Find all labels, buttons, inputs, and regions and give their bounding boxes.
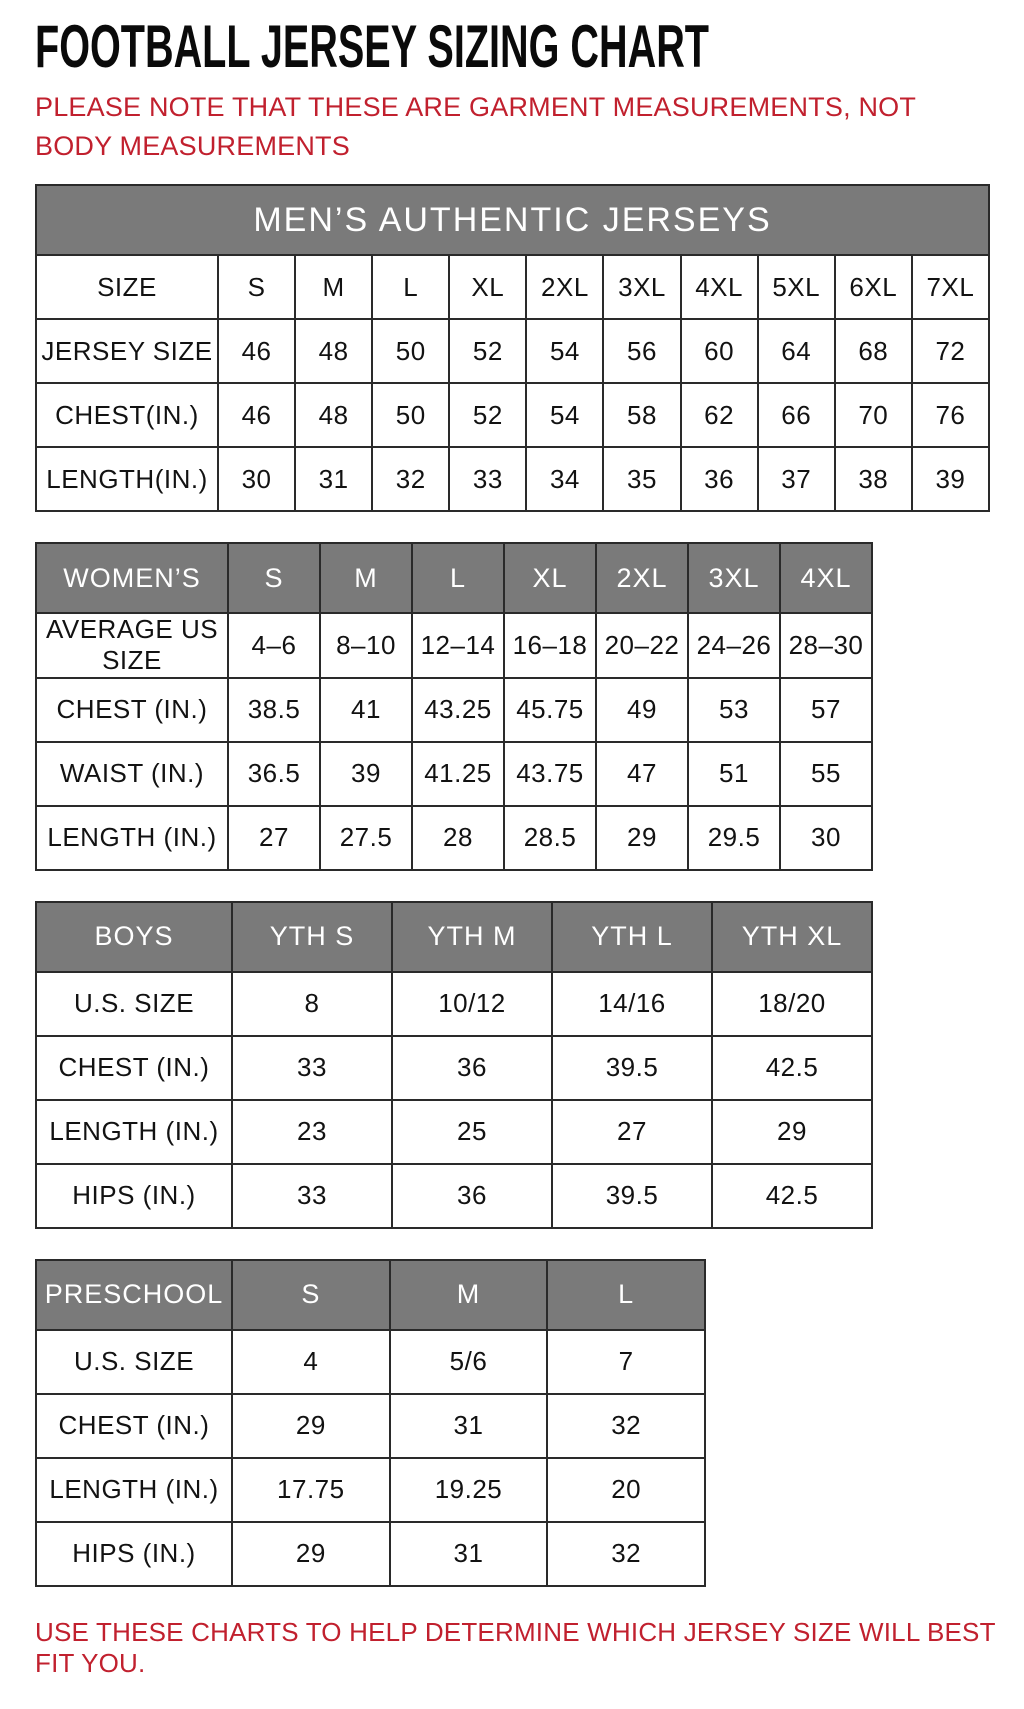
data-cell: 48 bbox=[295, 383, 372, 447]
size-column-header: 2XL bbox=[596, 543, 688, 613]
boys-sizing-section bbox=[35, 901, 1024, 1229]
size-column-header: L bbox=[372, 255, 449, 319]
table-row bbox=[36, 447, 989, 511]
data-cell: 29 bbox=[232, 1522, 390, 1586]
table-row bbox=[36, 319, 989, 383]
page-title bbox=[35, 13, 1024, 80]
table-row bbox=[36, 1522, 705, 1586]
data-cell: 27 bbox=[228, 806, 320, 870]
size-column-header: 7XL bbox=[912, 255, 989, 319]
size-column-header: M bbox=[295, 255, 372, 319]
table-row bbox=[36, 1330, 705, 1394]
data-cell: 62 bbox=[681, 383, 758, 447]
preschool-sizing-section bbox=[35, 1259, 1024, 1587]
chart-usage-footer: USE THESE CHARTS TO HELP DETERMINE WHICH JERSEY SIZE WILL BEST FIT YOU. bbox=[35, 1616, 996, 1678]
table-label-header: PRESCHOOL bbox=[36, 1260, 232, 1330]
table-row bbox=[36, 1458, 705, 1522]
data-cell: 7 bbox=[547, 1330, 705, 1394]
row-label: WAIST (IN.) bbox=[36, 742, 228, 806]
data-cell: 29 bbox=[712, 1100, 872, 1164]
table-row bbox=[36, 1100, 872, 1164]
data-cell: 64 bbox=[758, 319, 835, 383]
table-label-header: WOMEN’S bbox=[36, 543, 228, 613]
data-cell: 30 bbox=[218, 447, 295, 511]
row-label: CHEST (IN.) bbox=[36, 1036, 232, 1100]
data-cell: 52 bbox=[449, 319, 526, 383]
size-column-header: 4XL bbox=[681, 255, 758, 319]
size-column-header: XL bbox=[504, 543, 596, 613]
data-cell: 25 bbox=[392, 1100, 552, 1164]
table-row bbox=[36, 806, 872, 870]
data-cell: 28 bbox=[412, 806, 504, 870]
data-cell: 27 bbox=[552, 1100, 712, 1164]
data-cell: 56 bbox=[603, 319, 680, 383]
table-row bbox=[36, 678, 872, 742]
size-column-header: S bbox=[228, 543, 320, 613]
data-cell: 51 bbox=[688, 742, 780, 806]
size-column-header: 3XL bbox=[688, 543, 780, 613]
data-cell: 35 bbox=[603, 447, 680, 511]
page-title-text: FOOTBALL JERSEY SIZING CHART bbox=[35, 13, 709, 80]
size-column-header: 3XL bbox=[603, 255, 680, 319]
data-cell: 50 bbox=[372, 383, 449, 447]
data-cell: 47 bbox=[596, 742, 688, 806]
data-cell: 37 bbox=[758, 447, 835, 511]
data-cell: 17.75 bbox=[232, 1458, 390, 1522]
size-column-header: 6XL bbox=[835, 255, 912, 319]
row-label: U.S. SIZE bbox=[36, 1330, 232, 1394]
data-cell: 31 bbox=[390, 1394, 548, 1458]
table-row bbox=[36, 1164, 872, 1228]
data-cell: 39.5 bbox=[552, 1036, 712, 1100]
womens-sizing-section bbox=[35, 542, 1024, 870]
data-cell: 76 bbox=[912, 383, 989, 447]
data-cell: 36 bbox=[392, 1164, 552, 1228]
data-cell: 58 bbox=[603, 383, 680, 447]
mens-table-banner: MEN’S AUTHENTIC JERSEYS bbox=[35, 184, 990, 254]
data-cell: 5/6 bbox=[390, 1330, 548, 1394]
data-cell: 36 bbox=[392, 1036, 552, 1100]
data-cell: 43.75 bbox=[504, 742, 596, 806]
data-cell: 50 bbox=[372, 319, 449, 383]
mens-size-table bbox=[35, 254, 990, 512]
size-column-header: YTH M bbox=[392, 902, 552, 972]
row-label: HIPS (IN.) bbox=[36, 1164, 232, 1228]
size-column-header: 5XL bbox=[758, 255, 835, 319]
size-column-header: YTH S bbox=[232, 902, 392, 972]
size-column-header: XL bbox=[449, 255, 526, 319]
preschool-size-table bbox=[35, 1259, 706, 1587]
data-cell: 33 bbox=[232, 1036, 392, 1100]
data-cell: 70 bbox=[835, 383, 912, 447]
data-cell: 72 bbox=[912, 319, 989, 383]
row-label: CHEST (IN.) bbox=[36, 1394, 232, 1458]
table-label-header: BOYS bbox=[36, 902, 232, 972]
data-cell: 20 bbox=[547, 1458, 705, 1522]
row-label: U.S. SIZE bbox=[36, 972, 232, 1036]
data-cell: 8 bbox=[232, 972, 392, 1036]
table-row bbox=[36, 383, 989, 447]
data-cell: 27.5 bbox=[320, 806, 412, 870]
row-label: CHEST(IN.) bbox=[36, 383, 218, 447]
data-cell: 32 bbox=[372, 447, 449, 511]
header-row bbox=[36, 902, 872, 972]
size-column-header: 2XL bbox=[526, 255, 603, 319]
data-cell: 16–18 bbox=[504, 613, 596, 677]
data-cell: 4 bbox=[232, 1330, 390, 1394]
header-row bbox=[36, 1260, 705, 1330]
size-column-header: S bbox=[232, 1260, 390, 1330]
data-cell: 39 bbox=[912, 447, 989, 511]
data-cell: 29.5 bbox=[688, 806, 780, 870]
data-cell: 43.25 bbox=[412, 678, 504, 742]
data-cell: 28.5 bbox=[504, 806, 596, 870]
data-cell: 36.5 bbox=[228, 742, 320, 806]
data-cell: 33 bbox=[449, 447, 526, 511]
data-cell: 29 bbox=[596, 806, 688, 870]
mens-sizing-section bbox=[35, 184, 1024, 512]
data-cell: 66 bbox=[758, 383, 835, 447]
data-cell: 54 bbox=[526, 319, 603, 383]
size-column-header: YTH XL bbox=[712, 902, 872, 972]
data-cell: 54 bbox=[526, 383, 603, 447]
data-cell: 24–26 bbox=[688, 613, 780, 677]
data-cell: 41 bbox=[320, 678, 412, 742]
data-cell: 10/12 bbox=[392, 972, 552, 1036]
table-row bbox=[36, 1036, 872, 1100]
boys-size-table bbox=[35, 901, 873, 1229]
data-cell: 42.5 bbox=[712, 1036, 872, 1100]
size-column-header: L bbox=[412, 543, 504, 613]
size-column-header: S bbox=[218, 255, 295, 319]
garment-measurement-note: PLEASE NOTE THAT THESE ARE GARMENT MEASUREMENTS, NOT BODY MEASUREMENTS bbox=[35, 92, 916, 162]
row-label: LENGTH (IN.) bbox=[36, 1458, 232, 1522]
data-cell: 38 bbox=[835, 447, 912, 511]
data-cell: 60 bbox=[681, 319, 758, 383]
header-row bbox=[36, 255, 989, 319]
data-cell: 14/16 bbox=[552, 972, 712, 1036]
data-cell: 28–30 bbox=[780, 613, 872, 677]
row-label: JERSEY SIZE bbox=[36, 319, 218, 383]
data-cell: 32 bbox=[547, 1394, 705, 1458]
data-cell: 39.5 bbox=[552, 1164, 712, 1228]
data-cell: 68 bbox=[835, 319, 912, 383]
data-cell: 49 bbox=[596, 678, 688, 742]
data-cell: 36 bbox=[681, 447, 758, 511]
table-row bbox=[36, 742, 872, 806]
size-column-header: M bbox=[390, 1260, 548, 1330]
data-cell: 42.5 bbox=[712, 1164, 872, 1228]
data-cell: 46 bbox=[218, 319, 295, 383]
data-cell: 41.25 bbox=[412, 742, 504, 806]
size-column-header: 4XL bbox=[780, 543, 872, 613]
data-cell: 33 bbox=[232, 1164, 392, 1228]
data-cell: 4–6 bbox=[228, 613, 320, 677]
table-label-header: SIZE bbox=[36, 255, 218, 319]
data-cell: 31 bbox=[390, 1522, 548, 1586]
data-cell: 30 bbox=[780, 806, 872, 870]
data-cell: 52 bbox=[449, 383, 526, 447]
row-label: HIPS (IN.) bbox=[36, 1522, 232, 1586]
data-cell: 8–10 bbox=[320, 613, 412, 677]
size-column-header: L bbox=[547, 1260, 705, 1330]
data-cell: 53 bbox=[688, 678, 780, 742]
data-cell: 29 bbox=[232, 1394, 390, 1458]
row-label: AVERAGE US SIZE bbox=[36, 613, 228, 677]
data-cell: 32 bbox=[547, 1522, 705, 1586]
table-row bbox=[36, 613, 872, 677]
table-row bbox=[36, 972, 872, 1036]
row-label: LENGTH(IN.) bbox=[36, 447, 218, 511]
data-cell: 19.25 bbox=[390, 1458, 548, 1522]
data-cell: 45.75 bbox=[504, 678, 596, 742]
data-cell: 12–14 bbox=[412, 613, 504, 677]
data-cell: 31 bbox=[295, 447, 372, 511]
data-cell: 57 bbox=[780, 678, 872, 742]
data-cell: 38.5 bbox=[228, 678, 320, 742]
data-cell: 23 bbox=[232, 1100, 392, 1164]
row-label: LENGTH (IN.) bbox=[36, 1100, 232, 1164]
data-cell: 20–22 bbox=[596, 613, 688, 677]
data-cell: 55 bbox=[780, 742, 872, 806]
data-cell: 18/20 bbox=[712, 972, 872, 1036]
data-cell: 48 bbox=[295, 319, 372, 383]
table-row bbox=[36, 1394, 705, 1458]
womens-size-table bbox=[35, 542, 873, 870]
row-label: LENGTH (IN.) bbox=[36, 806, 228, 870]
data-cell: 46 bbox=[218, 383, 295, 447]
header-row bbox=[36, 543, 872, 613]
size-column-header: M bbox=[320, 543, 412, 613]
data-cell: 39 bbox=[320, 742, 412, 806]
size-column-header: YTH L bbox=[552, 902, 712, 972]
row-label: CHEST (IN.) bbox=[36, 678, 228, 742]
data-cell: 34 bbox=[526, 447, 603, 511]
